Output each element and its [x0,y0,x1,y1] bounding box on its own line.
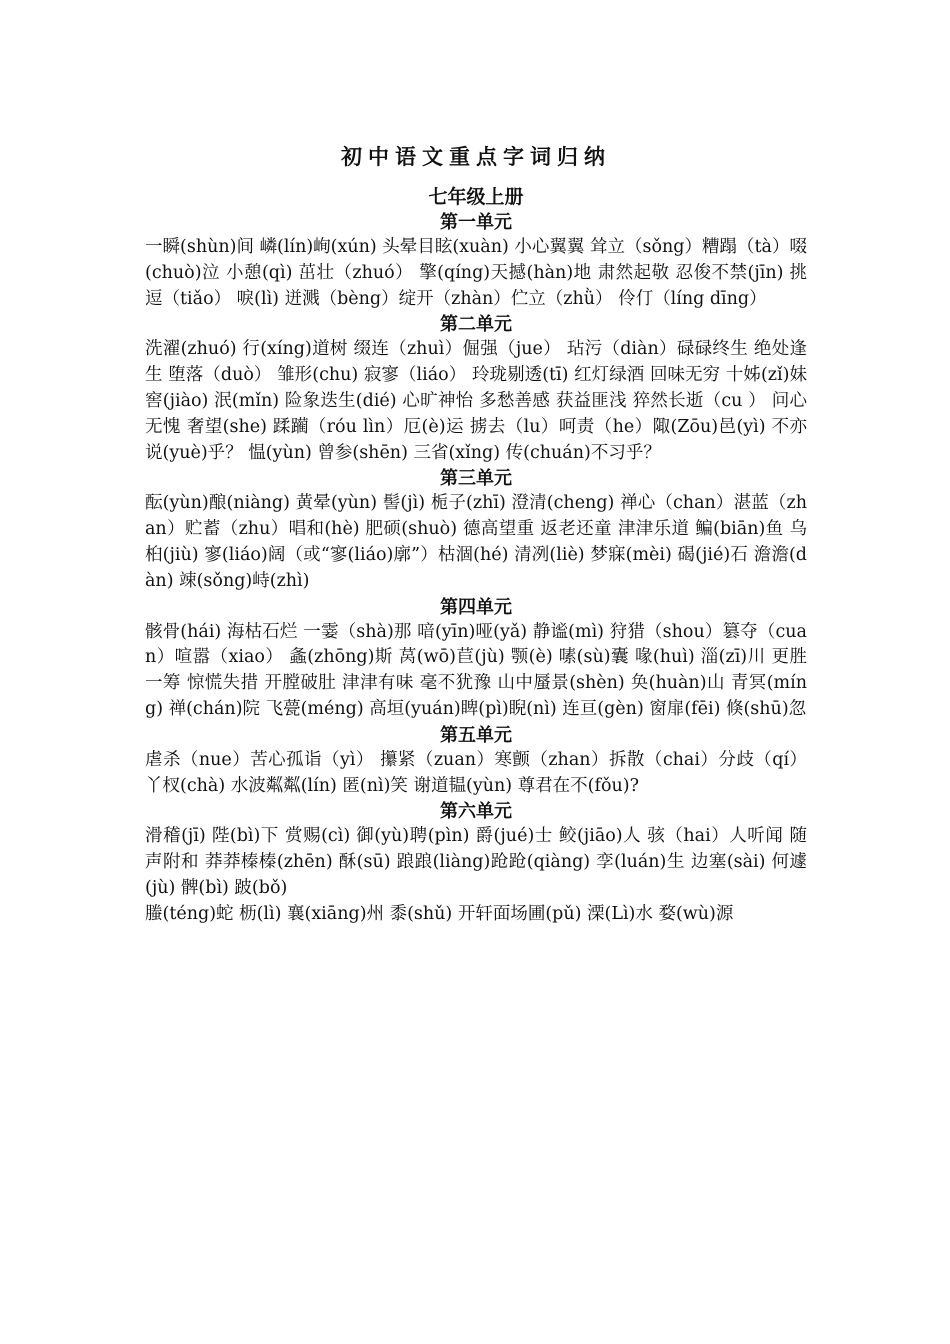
unit-4-title: 第四单元 [440,596,512,618]
unit-6-title: 第六单元 [440,801,512,823]
document-title: 初中语文重点字词归纳 [341,144,611,169]
document-page [145,140,807,928]
unit-2-paragraph-1: 洗濯(zhuó) 行(xíng)道树 缀连（zhuì）倔强（jue） 玷污（diàn）碌碌终生 绝处逢生 堕落（duò） 雏形(chu) 寂寥（liáo） 玲珑剔透(tī) 红灯绿酒 回味无穷 十姊(zǐ)妹 窖(jiào) 泯(mǐn) 险象迭生(dié) 心旷神怡 多愁善感 获益匪浅 猝然长逝（cu ） 问心无愧 奢望(she) 蹂躏（róu lìn）厄(è)运 掳去（lu）呵责（he）陬(Zōu)邑(yì) 不亦说(yuè)乎？ 愠(yùn) 曾参(shēn) 三省(xǐng) 传(chuán)不习乎？ [145,339,807,463]
unit-3-paragraph-1: 酝(yùn)酿(niàng) 黄晕(yùn) 髻(jì) 栀子(zhī) 澄清(cheng) 禅心（chan）湛蓝（zhan）贮蓄（zhu）唱和(hè) 肥硕(shuò) 德高望重 返老还童 津津乐道 鳊(biān)鱼 乌桕(jiù) 寥(liáo)阔（或“寥(liáo)廓”）枯涸(hé) 清冽(liè) 梦寐(mèi) 碣(jié)石 澹澹(dàn) 竦(sǒng)峙(zhì) [145,493,807,591]
unit-2-title: 第二单元 [440,314,512,336]
unit-1-title: 第一单元 [440,212,512,233]
unit-6-paragraph-1: 滑稽(jī) 陛(bì)下 赏赐(cì) 御(yù)聘(pìn) 爵(jué)士 鲛(jiāo)人 骇（hai）人听闻 随声附和 莽莽榛榛(zhēn) 酥(sū) 踉踉(liàng)跄跄(qiàng) 孪(luán)生 边塞(sài) 何遽(jù) 髀(bì) 跛(bǒ) [145,826,807,898]
unit-5-paragraph-1: 虐杀（nue）苦心孤诣（yì） 攥紧（zuan）寒颤（zhan）拆散（chai）分歧（qí）丫杈(chà) 水波粼粼(lín) 匿(nì)笑 谢道韫(yùn) 尊君在不(fǒu)? [145,749,807,796]
unit-5-section [145,723,807,800]
unit-1-section [145,210,807,312]
unit-3-title: 第三单元 [440,468,512,490]
unit-6-paragraph-2: 螣(téng)蛇 枥(lì) 襄(xiāng)州 黍(shǔ) 开轩面场圃(pǔ) 溧(Lì)水 婺(wù)源 [145,903,734,924]
unit-6-section [145,799,807,927]
unit-4-section [145,595,807,723]
unit-2-section [145,312,807,466]
grade-title: 七年级上册 [428,186,524,208]
unit-3-section [145,466,807,594]
unit-5-title: 第五单元 [440,724,512,746]
unit-1-paragraph-1: 一瞬(shùn)间 嶙(lín)峋(xún) 头晕目眩(xuàn) 小心翼翼 耸立（sǒng）糟蹋（tà）啜(chuò)泣 小憩(qì) 茁壮（zhuó） 擎(qíng)天撼(hàn)地 肃然起敬 忍俊不禁(jīn) 挑逗（tiǎo） 唳(lì) 迸溅（bèng）绽开（zhàn）伫立（zhǜ） 伶仃（líng dīng） [145,237,807,309]
unit-4-paragraph-1: 骸骨(hái) 海枯石烂 一霎（shà)那 喑(yīn)哑(yǎ) 静谧(mì) 狩猎（shou）篡夺（cuan）喧嚣（xiao） 螽(zhōng)斯 莴(wō)苣(jù) 颚(è) 嗉(sù)囊 喙(huì) 淄(zī)川 更胜一筹 惊慌失措 开膛破肚 津津有味 毫不犹豫 山中蜃景(shèn) 奂(huàn)山 青冥(míng) 禅(chán)院 飞甍(méng) 高垣(yuán)睥(pì)睨(nì) 连亘(gèn) 窗扉(fēi) 倏(shū)忽 [145,621,807,719]
